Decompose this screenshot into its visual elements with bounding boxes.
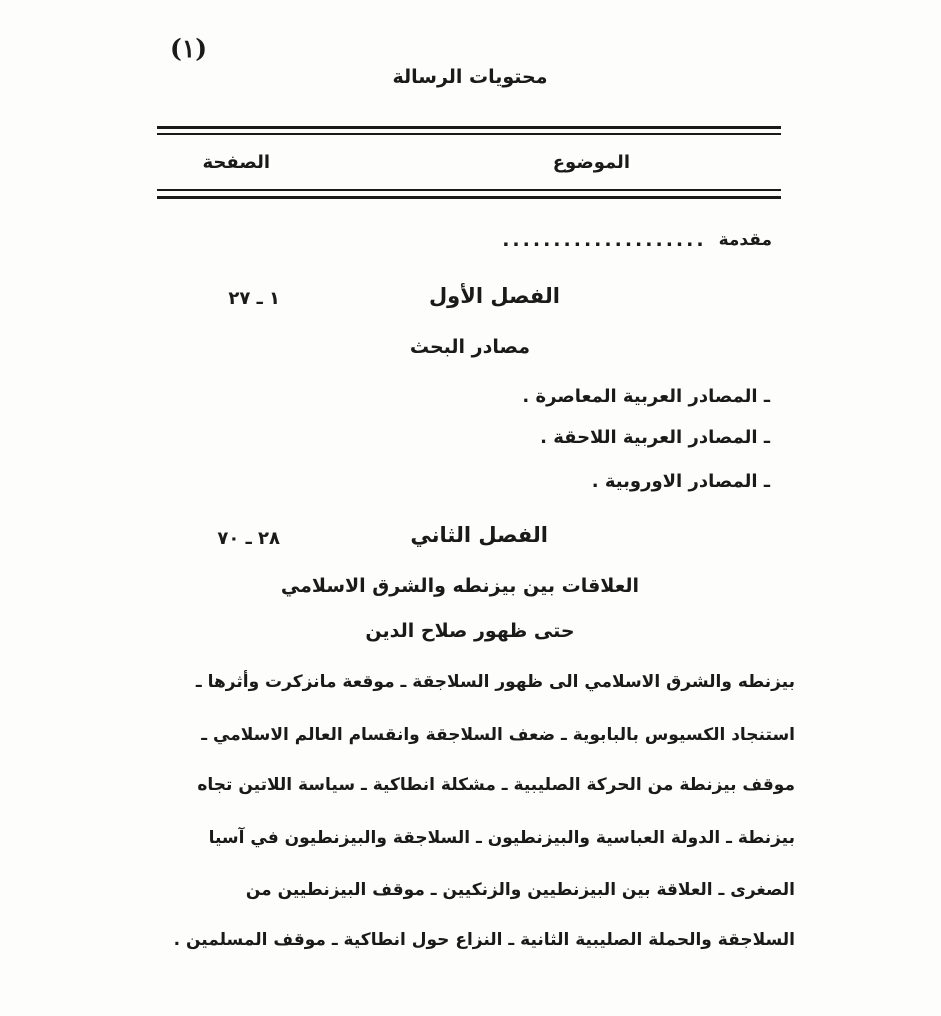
chapter2-subtitle-line1: العلاقات بين بيزنطه والشرق الاسلامي [280,575,640,597]
chapter2-paragraph-line: موقف بيزنطة من الحركة الصليبية ـ مشكلة انطاكية ـ سياسة اللاتين تجاه [197,775,795,795]
chapter2-title: الفصل الثاني [410,523,548,547]
chapter2-subtitle-line2: حتى ظهور صلاح الدين [365,620,575,642]
page-number: (١) [170,34,208,63]
chapter2-paragraph-line: استنجاد الكسيوس بالبابوية ـ ضعف السلاجقة وانقسام العالم الاسلامي ـ [201,725,795,745]
chapter1-item: ـ المصادر العربية المعاصرة . [522,386,770,407]
column-header-subject: الموضوع [552,152,630,173]
chapter1-item: ـ المصادر العربية اللاحقة . [540,427,770,448]
chapter1-pages: ١ ـ ٢٧ [228,288,280,309]
header-rule-top-inner [157,133,781,135]
chapter2-paragraph-line: السلاجقة والحملة الصليبية الثانية ـ النزاع حول انطاكية ـ موقف المسلمين . [173,930,795,950]
chapter2-paragraph-line: بيزنطه والشرق الاسلامي الى ظهور السلاجقة ـ موقعة مانزكرت وأثرها ـ [195,672,795,692]
column-header-page: الصفحة [202,152,270,173]
chapter2-pages: ٢٨ ـ ٧٠ [217,528,280,549]
intro-leader-dots: .................... [502,229,707,251]
intro-label: مقدمة [718,230,772,250]
document-title: محتويات الرسالة [392,66,548,88]
chapter1-item: ـ المصادر الاوروبية . [591,471,770,492]
header-rule-bottom [157,196,781,199]
chapter1-subtitle: مصادر البحث [409,336,530,358]
header-rule-top [157,126,781,129]
intro-entry [300,229,772,251]
chapter1-title: الفصل الأول [428,284,560,308]
header-rule-bottom-inner [157,189,781,191]
chapter2-paragraph-line: الصغرى ـ العلاقة بين البيزنطيين والزنكيين ـ موقف البيزنطيين من [245,880,795,900]
chapter2-paragraph-line: بيزنطة ـ الدولة العباسية والبيزنطيون ـ السلاجقة والبيزنطيون في آسيا [208,828,795,848]
